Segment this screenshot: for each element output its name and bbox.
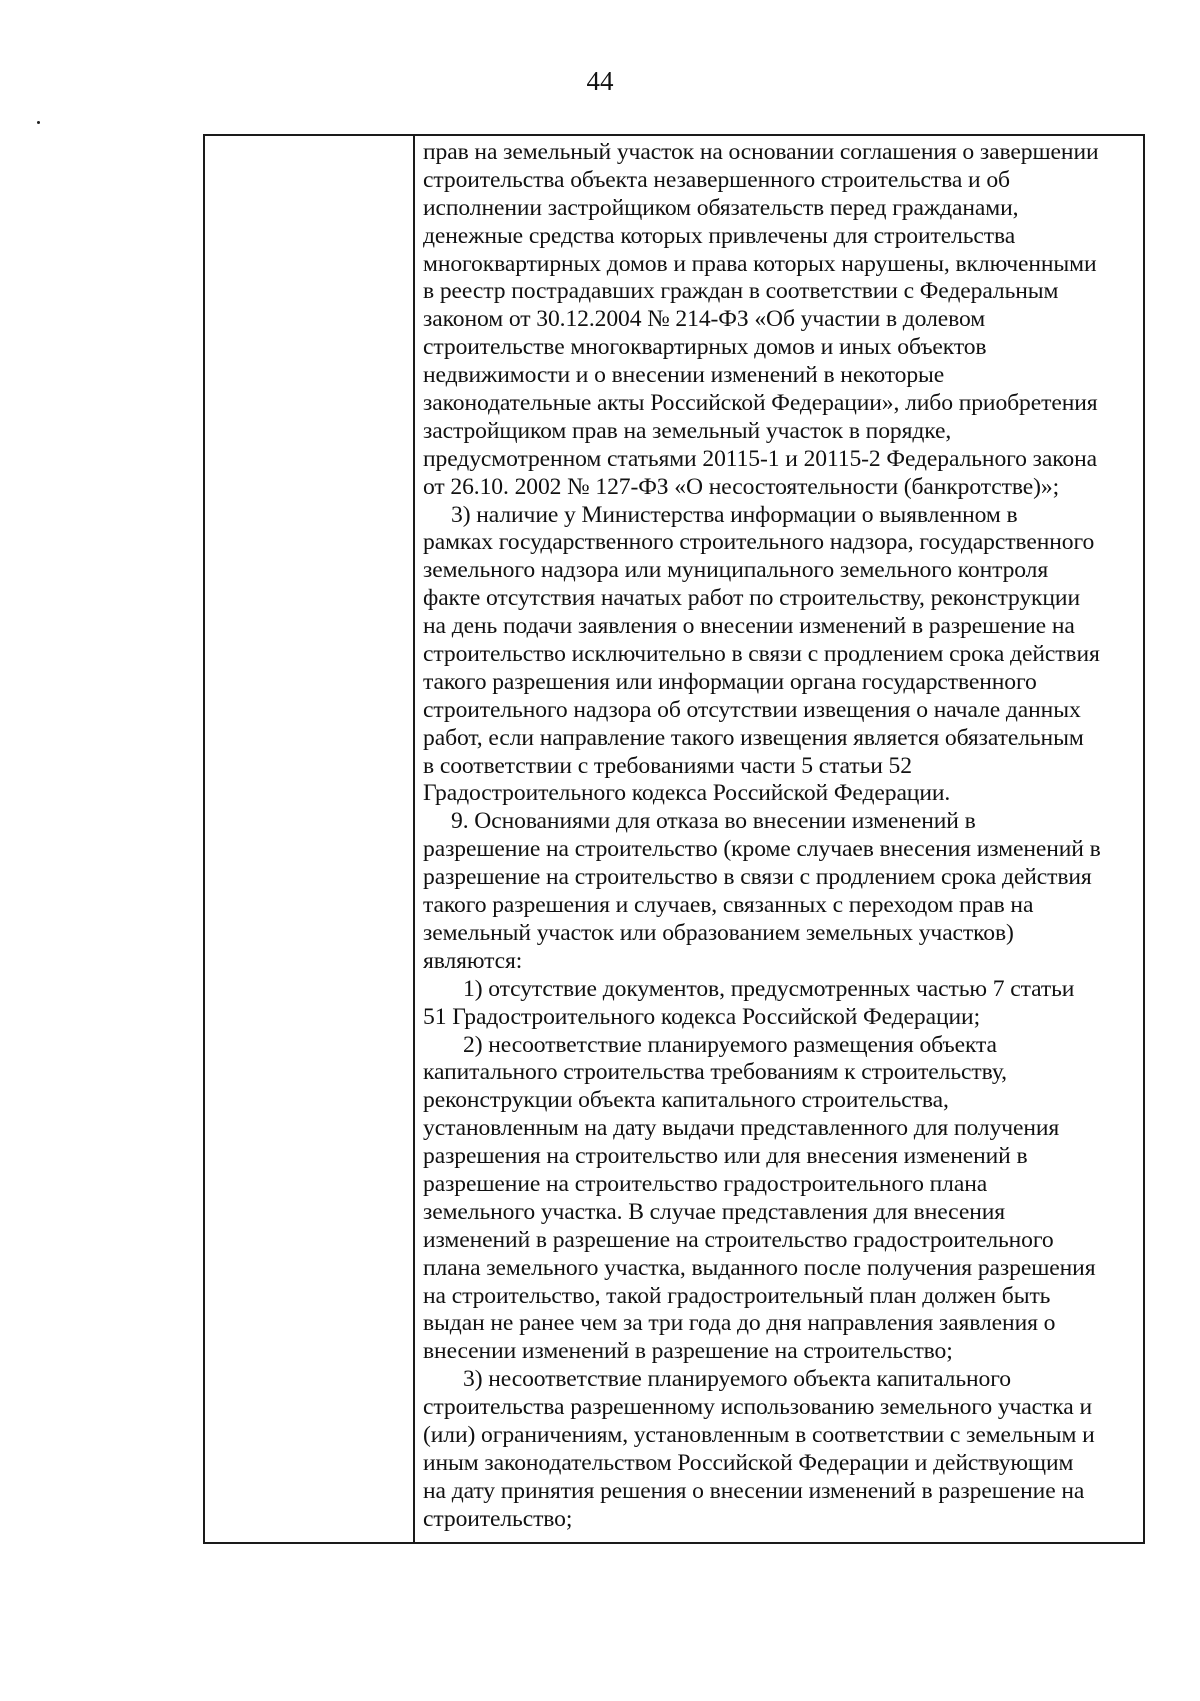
text-line: 3) наличие у Министерства информации о выявленном в (451, 501, 1018, 528)
text-line: разрешение на строительство (кроме случаев внесения изменений в (423, 836, 1101, 863)
text-line: (или) ограничениям, установленным в соответствии с земельным и (423, 1421, 1095, 1448)
text-line: такого разрешения и случаев, связанных с переходом прав на (423, 892, 1034, 919)
text-line: земельного участка. В случае представления для внесения (423, 1198, 1006, 1225)
text-line: 9. Основаниями для отказа во внесении изменений в (451, 808, 976, 835)
table-column-divider (413, 136, 415, 1542)
text-line: рамках государственного строительного надзора, государственного (423, 529, 1095, 556)
text-line: в соответствии с требованиями части 5 статьи 52 (423, 752, 912, 779)
text-line: законом от 30.12.2004 № 214-ФЗ «Об участии в долевом (423, 306, 986, 333)
text-line: факте отсутствия начатых работ по строительству, реконструкции (423, 585, 1080, 612)
scan-speck (37, 121, 40, 124)
text-line: строительство; (423, 1505, 573, 1532)
text-line: строительстве многоквартирных домов и иных объектов (423, 334, 987, 361)
text-line: являются: (423, 947, 523, 974)
text-line: такого разрешения или информации органа государственного (423, 668, 1037, 695)
text-line: разрешение на строительство градостроительного плана (423, 1170, 988, 1197)
text-line: разрешение на строительство в связи с продлением срока действия (423, 864, 1092, 891)
text-line: многоквартирных домов и права которых нарушены, включенными (423, 250, 1097, 277)
text-line: недвижимости и о внесении изменений в некоторые (423, 362, 945, 389)
right-cell-text (423, 136, 1143, 1534)
text-line: земельный участок или образованием земельных участков) (423, 919, 1014, 946)
text-line: разрешения на строительство или для внесения изменений в (423, 1143, 1028, 1170)
text-line: исполнении застройщиком обязательств перед гражданами, (423, 194, 1019, 221)
text-line: 3) несоответствие планируемого объекта капитального (463, 1366, 1011, 1393)
text-line: строительства объекта незавершенного строительства и об (423, 166, 1010, 193)
text-line: установленным на дату выдачи представленного для получения (423, 1115, 1060, 1142)
text-line: работ, если направление такого извещения является обязательным (423, 724, 1084, 751)
text-line: изменений в разрешение на строительство градостроительного (423, 1226, 1054, 1253)
text-line: на строительство, такой градостроительный план должен быть (423, 1282, 1051, 1309)
text-line: прав на земельный участок на основании соглашения о завершении (423, 139, 1099, 165)
text-line: строительного надзора об отсутствии извещения о начале данных (423, 696, 1081, 723)
table-right-cell (423, 136, 1143, 1542)
text-line: 2) несоответствие планируемого размещения объекта (463, 1031, 997, 1058)
text-line: реконструкции объекта капитального строительства, (423, 1087, 949, 1114)
table-left-cell (205, 136, 413, 1542)
text-line: выдан не ранее чем за три года до дня направления заявления о (423, 1310, 1056, 1337)
text-line: застройщиком прав на земельный участок в порядке, (423, 417, 952, 444)
text-line: в реестр пострадавших граждан в соответствии с Федеральным (423, 278, 1059, 305)
document-table (203, 134, 1145, 1544)
text-line: иным законодательством Российской Федерации и действующим (423, 1449, 1074, 1476)
text-line: строительства разрешенному использованию земельного участка и (423, 1394, 1092, 1421)
text-line: Градостроительного кодекса Российской Федерации. (423, 780, 951, 807)
text-line: строительство исключительно в связи с продлением срока действия (423, 641, 1100, 668)
text-line: земельного надзора или муниципального земельного контроля (423, 557, 1049, 584)
text-line: законодательные акты Российской Федерации», либо приобретения (423, 390, 1098, 417)
text-line: капитального строительства требованиям к строительству, (423, 1059, 1007, 1086)
text-line: на день подачи заявления о внесении изменений в разрешение на (423, 613, 1075, 640)
page-number: 44 (586, 66, 614, 96)
text-line: внесении изменений в разрешение на строительство; (423, 1338, 953, 1365)
text-line: на дату принятия решения о внесении изменений в разрешение на (423, 1477, 1085, 1504)
text-line: от 26.10. 2002 № 127-ФЗ «О несостоятельности (банкротстве)»; (423, 473, 1060, 500)
text-line: денежные средства которых привлечены для строительства (423, 222, 1016, 249)
text-line: предусмотренном статьями 20115-1 и 20115-2 Федерального закона (423, 445, 1097, 472)
text-line: плана земельного участка, выданного после получения разрешения (423, 1254, 1096, 1281)
text-line: 1) отсутствие документов, предусмотренных частью 7 статьи (463, 975, 1075, 1002)
text-line: 51 Градостроительного кодекса Российской Федерации; (423, 1003, 981, 1030)
